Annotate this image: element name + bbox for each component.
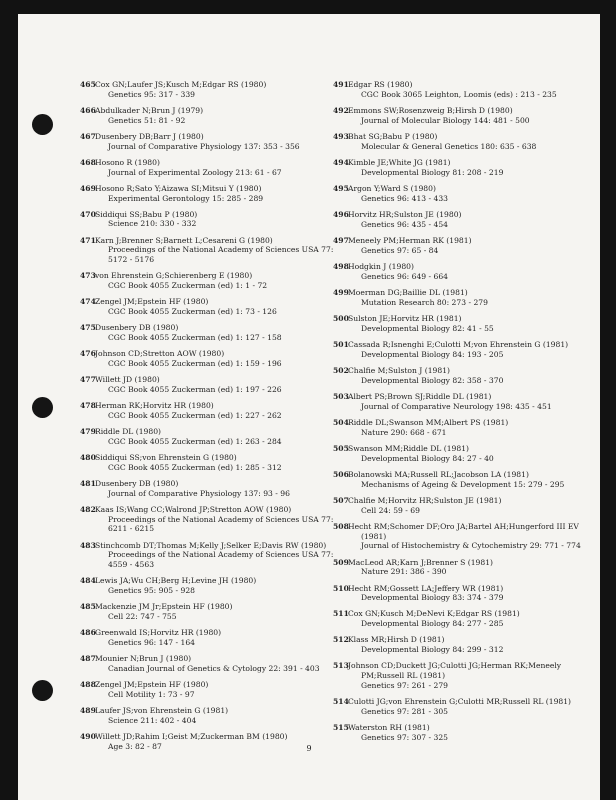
reference-citation: Age 3: 82 - 87 bbox=[108, 741, 162, 751]
reference-authors: Meneely PM;Herman RK (1981) bbox=[348, 235, 472, 245]
reference-authors: Hosono R;Sato Y;Aizawa SI;Mitsui Y (1980) bbox=[95, 183, 262, 193]
reference-authors: Dusenbery DB (1980) bbox=[95, 323, 179, 333]
reference-number: 487 bbox=[80, 654, 96, 664]
reference-authors: MacLeod AR;Karn J;Brenner S (1981) bbox=[348, 557, 494, 567]
punch-hole bbox=[32, 680, 53, 701]
reference-authors: Johnson CD;Stretton AOW (1980) bbox=[95, 349, 225, 359]
reference-number: 484 bbox=[80, 576, 96, 586]
reference-entry bbox=[333, 635, 595, 655]
reference-citation: Proceedings of the National Academy of Sciences USA 77: bbox=[108, 245, 334, 255]
reference-entry bbox=[333, 392, 595, 412]
reference-citation: (1981) bbox=[361, 531, 387, 541]
reference-number: 473 bbox=[80, 271, 96, 281]
reference-entry bbox=[80, 706, 342, 726]
reference-authors: Abdulkader N;Brun J (1979) bbox=[95, 105, 204, 115]
reference-authors: Siddiqui SS;von Ehrenstein G (1980) bbox=[95, 452, 237, 462]
reference-entry bbox=[333, 236, 595, 256]
reference-entry bbox=[333, 522, 595, 551]
reference-citation: Nature 290: 668 - 671 bbox=[361, 427, 447, 437]
reference-number: 502 bbox=[333, 365, 349, 375]
reference-entry bbox=[333, 366, 595, 386]
reference-number: 481 bbox=[80, 478, 96, 488]
reference-entry bbox=[333, 609, 595, 629]
reference-entry bbox=[333, 210, 595, 230]
reference-citation: Genetics 96: 413 - 433 bbox=[361, 193, 449, 203]
reference-citation: CGC Book 4055 Zuckerman (ed) 1: 159 - 196 bbox=[108, 358, 282, 368]
reference-number: 495 bbox=[333, 183, 349, 193]
reference-entry bbox=[80, 271, 342, 291]
reference-authors: Albert PS;Brown SJ;Riddle DL (1981) bbox=[348, 391, 492, 401]
reference-authors: Kimble JE;White JG (1981) bbox=[348, 157, 451, 167]
reference-number: 493 bbox=[333, 131, 349, 141]
reference-number: 489 bbox=[80, 705, 96, 715]
reference-entry bbox=[80, 297, 342, 317]
reference-number: 510 bbox=[333, 583, 349, 593]
reference-number: 511 bbox=[333, 609, 349, 619]
reference-citation: Journal of Comparative Physiology 137: 93 - 96 bbox=[108, 488, 290, 498]
reference-entry bbox=[333, 444, 595, 464]
reference-citation: Journal of Comparative Physiology 137: 353 - 356 bbox=[108, 141, 300, 151]
reference-citation: 5172 - 5176 bbox=[108, 255, 155, 265]
reference-column-right bbox=[333, 80, 595, 749]
reference-authors: Cassada R;Isnenghi E;Culotti M;von Ehrenstein G (1981) bbox=[348, 339, 569, 349]
reference-number: 497 bbox=[333, 235, 349, 245]
reference-citation: Proceedings of the National Academy of Sciences USA 77: bbox=[108, 550, 334, 560]
reference-number: 501 bbox=[333, 339, 349, 349]
reference-authors: von Ehrenstein G;Schierenberg E (1980) bbox=[95, 271, 253, 281]
reference-number: 469 bbox=[80, 183, 96, 193]
reference-authors: Cox GN;Laufer JS;Kusch M;Edgar RS (1980) bbox=[95, 80, 267, 89]
reference-authors: Klass MR;Hirsh D (1981) bbox=[348, 635, 445, 645]
reference-authors: Chalfie M;Horvitz HR;Sulston JE (1981) bbox=[348, 495, 502, 505]
reference-authors: Culotti JG;von Ehrenstein G;Culotti MR;Russell RL (1981) bbox=[348, 697, 572, 707]
reference-citation: Genetics 95: 317 - 339 bbox=[108, 89, 196, 99]
reference-number: 500 bbox=[333, 313, 349, 323]
reference-number: 475 bbox=[80, 323, 96, 333]
reference-citation: CGC Book 3065 Leighton, Loomis (eds) : 213 - 235 bbox=[361, 89, 557, 99]
reference-entry bbox=[80, 479, 342, 499]
reference-authors: Sulston JE;Horvitz HR (1981) bbox=[348, 313, 462, 323]
reference-number: 490 bbox=[80, 731, 96, 741]
reference-citation: CGC Book 4055 Zuckerman (ed) 1: 73 - 126 bbox=[108, 307, 277, 317]
reference-entry bbox=[333, 106, 595, 126]
reference-authors: Herman RK;Horvitz HR (1980) bbox=[95, 401, 214, 411]
reference-authors: Bolanowski MA;Russell RL;Jacobson LA (1981) bbox=[348, 469, 529, 479]
reference-entry bbox=[333, 723, 595, 743]
reference-entry bbox=[333, 158, 595, 178]
reference-entry bbox=[333, 418, 595, 438]
reference-citation: Developmental Biology 81: 208 - 219 bbox=[361, 167, 504, 177]
reference-citation: Genetics 51: 81 - 92 bbox=[108, 115, 186, 125]
reference-number: 471 bbox=[80, 235, 96, 245]
reference-number: 480 bbox=[80, 452, 96, 462]
reference-citation: Genetics 96: 435 - 454 bbox=[361, 219, 449, 229]
reference-number: 478 bbox=[80, 401, 96, 411]
reference-authors: Zengel JM;Epstein HF (1980) bbox=[95, 297, 209, 307]
reference-authors: Karn J;Brenner S;Barnett L;Cesareni G (1980) bbox=[95, 235, 273, 245]
reference-entry bbox=[80, 80, 342, 100]
reference-entry bbox=[80, 680, 342, 700]
reference-authors: Riddle DL (1980) bbox=[95, 426, 162, 436]
reference-entry bbox=[333, 288, 595, 308]
reference-entry bbox=[80, 349, 342, 369]
reference-number: 512 bbox=[333, 635, 349, 645]
reference-number: 496 bbox=[333, 209, 349, 219]
reference-column-left bbox=[80, 80, 342, 758]
reference-citation: Genetics 96: 649 - 664 bbox=[361, 271, 449, 281]
reference-citation: Mutation Research 80: 273 - 279 bbox=[361, 297, 488, 307]
reference-number: 491 bbox=[333, 80, 349, 89]
reference-citation: Developmental Biology 83: 374 - 379 bbox=[361, 593, 504, 603]
reference-number: 509 bbox=[333, 557, 349, 567]
reference-authors: Dusenbery DB (1980) bbox=[95, 478, 179, 488]
reference-entry bbox=[80, 427, 342, 447]
reference-citation: Cell Motility 1: 73 - 97 bbox=[108, 689, 195, 699]
reference-number: 470 bbox=[80, 209, 96, 219]
punch-hole bbox=[32, 114, 53, 135]
reference-citation: Developmental Biology 84: 299 - 312 bbox=[361, 645, 504, 655]
reference-entry bbox=[333, 697, 595, 717]
reference-citation: 4559 - 4563 bbox=[108, 560, 155, 570]
reference-number: 465 bbox=[80, 80, 96, 89]
reference-authors: Horvitz HR;Sulston JE (1980) bbox=[348, 209, 462, 219]
reference-authors: Siddiqui SS;Babu P (1980) bbox=[95, 209, 198, 219]
reference-number: 479 bbox=[80, 426, 96, 436]
reference-authors: Kaas IS;Wang CC;Walrond JP;Stretton AOW (1980) bbox=[95, 504, 292, 514]
reference-citation: Cell 24: 59 - 69 bbox=[361, 505, 420, 515]
reference-citation: Journal of Histochemistry & Cytochemistry 29: 771 - 774 bbox=[361, 541, 581, 551]
reference-number: 505 bbox=[333, 443, 349, 453]
reference-authors: Argon Y;Ward S (1980) bbox=[348, 183, 436, 193]
reference-citation: CGC Book 4055 Zuckerman (ed) 1: 263 - 284 bbox=[108, 436, 282, 446]
reference-entry bbox=[80, 132, 342, 152]
reference-citation: Genetics 95: 905 - 928 bbox=[108, 586, 196, 596]
reference-number: 504 bbox=[333, 417, 349, 427]
reference-number: 515 bbox=[333, 723, 349, 733]
reference-citation: CGC Book 4055 Zuckerman (ed) 1: 127 - 158 bbox=[108, 333, 282, 343]
reference-citation: Developmental Biology 84: 27 - 40 bbox=[361, 453, 494, 463]
reference-number: 476 bbox=[80, 349, 96, 359]
reference-number: 466 bbox=[80, 105, 96, 115]
reference-authors: Swanson MM;Riddle DL (1981) bbox=[348, 443, 470, 453]
reference-citation: Developmental Biology 84: 277 - 285 bbox=[361, 619, 504, 629]
reference-citation: Developmental Biology 82: 358 - 370 bbox=[361, 375, 504, 385]
reference-entry bbox=[80, 236, 342, 265]
reference-citation: Genetics 97: 261 - 279 bbox=[361, 681, 449, 691]
reference-number: 485 bbox=[80, 602, 96, 612]
reference-authors: Stinchcomb DT;Thomas M;Kelly J;Selker E;Davis RW (1980) bbox=[95, 540, 327, 550]
reference-citation: Molecular & General Genetics 180: 635 - 638 bbox=[361, 141, 537, 151]
reference-authors: Bhat SG;Babu P (1980) bbox=[348, 131, 438, 141]
reference-number: 468 bbox=[80, 157, 96, 167]
reference-citation: Journal of Comparative Neurology 198: 435 - 451 bbox=[361, 401, 552, 411]
reference-number: 482 bbox=[80, 504, 96, 514]
reference-citation: Journal of Experimental Zoology 213: 61 - 67 bbox=[108, 167, 282, 177]
reference-number: 498 bbox=[333, 261, 349, 271]
reference-citation: CGC Book 4055 Zuckerman (ed) 1: 285 - 312 bbox=[108, 462, 282, 472]
reference-authors: Waterston RH (1981) bbox=[348, 723, 430, 733]
reference-number: 477 bbox=[80, 375, 96, 385]
reference-authors: Hecht RM;Schomer DF;Oro JA;Bartel AH;Hungerford III EV bbox=[348, 521, 579, 531]
reference-authors: Dusenbery DB;Barr J (1980) bbox=[95, 131, 204, 141]
reference-authors: Hodgkin J (1980) bbox=[348, 261, 414, 271]
reference-entry bbox=[80, 602, 342, 622]
reference-citation: Cell 22: 747 - 755 bbox=[108, 612, 177, 621]
reference-citation: Science 211: 402 - 404 bbox=[108, 715, 197, 725]
reference-entry bbox=[80, 505, 342, 534]
reference-citation: Genetics 96: 147 - 164 bbox=[108, 637, 196, 647]
reference-entry bbox=[333, 340, 595, 360]
reference-number: 474 bbox=[80, 297, 96, 307]
reference-number: 503 bbox=[333, 391, 349, 401]
reference-entry bbox=[333, 661, 595, 690]
reference-authors: Riddle DL;Swanson MM;Albert PS (1981) bbox=[348, 417, 509, 427]
reference-number: 507 bbox=[333, 495, 349, 505]
reference-authors: Cox GN;Kusch M;DeNevi K;Edgar RS (1981) bbox=[348, 609, 520, 619]
reference-entry bbox=[80, 323, 342, 343]
reference-entry bbox=[333, 314, 595, 334]
reference-authors: Laufer JS;von Ehrenstein G (1981) bbox=[95, 705, 229, 715]
document-page bbox=[18, 14, 600, 800]
reference-citation: Developmental Biology 82: 41 - 55 bbox=[361, 323, 494, 333]
reference-authors: Hecht RM;Gossett LA;Jeffery WR (1981) bbox=[348, 583, 504, 593]
reference-entry bbox=[80, 628, 342, 648]
reference-authors: Willett JD (1980) bbox=[95, 375, 160, 385]
reference-citation: Developmental Biology 84: 193 - 205 bbox=[361, 349, 504, 359]
reference-number: 488 bbox=[80, 680, 96, 690]
reference-number: 513 bbox=[333, 661, 349, 671]
reference-authors: Mounier N;Brun J (1980) bbox=[95, 654, 192, 664]
reference-entry bbox=[80, 375, 342, 395]
reference-entry bbox=[333, 132, 595, 152]
reference-entry bbox=[80, 453, 342, 473]
reference-authors: Emmons SW;Rosenzweig B;Hirsh D (1980) bbox=[348, 105, 513, 115]
reference-entry bbox=[80, 158, 342, 178]
reference-entry bbox=[80, 106, 342, 126]
reference-number: 483 bbox=[80, 540, 96, 550]
reference-entry bbox=[333, 470, 595, 490]
reference-authors: Moerman DG;Baillie DL (1981) bbox=[348, 287, 468, 297]
reference-authors: Chalfie M;Sulston J (1981) bbox=[348, 365, 451, 375]
reference-number: 494 bbox=[333, 157, 349, 167]
reference-entry bbox=[80, 210, 342, 230]
reference-number: 514 bbox=[333, 697, 349, 707]
reference-citation: Nature 291: 386 - 390 bbox=[361, 567, 447, 577]
reference-entry bbox=[80, 541, 342, 570]
reference-entry bbox=[333, 558, 595, 578]
reference-entry bbox=[80, 401, 342, 421]
reference-entry bbox=[333, 184, 595, 204]
reference-citation: CGC Book 4055 Zuckerman (ed) 1: 197 - 226 bbox=[108, 384, 282, 394]
reference-entry bbox=[80, 184, 342, 204]
page-number: 9 bbox=[306, 744, 312, 753]
reference-authors: Mackenzie JM Jr;Epstein HF (1980) bbox=[95, 602, 233, 612]
reference-authors: Johnson CD;Duckett JG;Culotti JG;Herman RK;Meneely bbox=[348, 661, 562, 671]
reference-number: 508 bbox=[333, 521, 349, 531]
reference-entry bbox=[333, 262, 595, 282]
reference-entry bbox=[333, 584, 595, 604]
reference-citation: Canadian Journal of Genetics & Cytology 22: 391 - 403 bbox=[108, 663, 320, 673]
reference-citation: Genetics 97: 307 - 325 bbox=[361, 733, 449, 743]
reference-entry bbox=[80, 576, 342, 596]
reference-entry bbox=[80, 654, 342, 674]
reference-citation: PM;Russell RL (1981) bbox=[361, 671, 446, 681]
reference-authors: Lewis JA;Wu CH;Berg H;Levine JH (1980) bbox=[95, 576, 257, 586]
reference-authors: Edgar RS (1980) bbox=[348, 80, 413, 89]
reference-citation: Mechanisms of Ageing & Development 15: 279 - 295 bbox=[361, 479, 565, 489]
reference-authors: Hosono R (1980) bbox=[95, 157, 160, 167]
reference-citation: Journal of Molecular Biology 144: 481 - 500 bbox=[361, 115, 530, 125]
reference-citation: Proceedings of the National Academy of Sciences USA 77: bbox=[108, 514, 334, 524]
reference-citation: Experimental Gerontology 15: 285 - 289 bbox=[108, 193, 264, 203]
reference-number: 492 bbox=[333, 105, 349, 115]
reference-entry bbox=[333, 80, 595, 100]
reference-entry bbox=[333, 496, 595, 516]
reference-number: 467 bbox=[80, 131, 96, 141]
reference-citation: 6211 - 6215 bbox=[108, 524, 155, 534]
reference-citation: CGC Book 4055 Zuckerman (ed) 1: 227 - 262 bbox=[108, 410, 282, 420]
reference-authors: Zengel JM;Epstein HF (1980) bbox=[95, 680, 209, 690]
punch-hole bbox=[32, 397, 53, 418]
reference-number: 486 bbox=[80, 628, 96, 638]
reference-citation: Science 210: 330 - 332 bbox=[108, 219, 197, 229]
reference-number: 499 bbox=[333, 287, 349, 297]
reference-citation: Genetics 97: 65 - 84 bbox=[361, 245, 439, 255]
reference-authors: Greenwald IS;Horvitz HR (1980) bbox=[95, 628, 222, 638]
reference-citation: Genetics 97: 281 - 305 bbox=[361, 707, 449, 717]
reference-authors: Willett JD;Rahim I;Geist M;Zuckerman BM (1980) bbox=[95, 731, 288, 741]
reference-number: 506 bbox=[333, 469, 349, 479]
reference-citation: CGC Book 4055 Zuckerman (ed) 1: 1 - 72 bbox=[108, 281, 268, 291]
